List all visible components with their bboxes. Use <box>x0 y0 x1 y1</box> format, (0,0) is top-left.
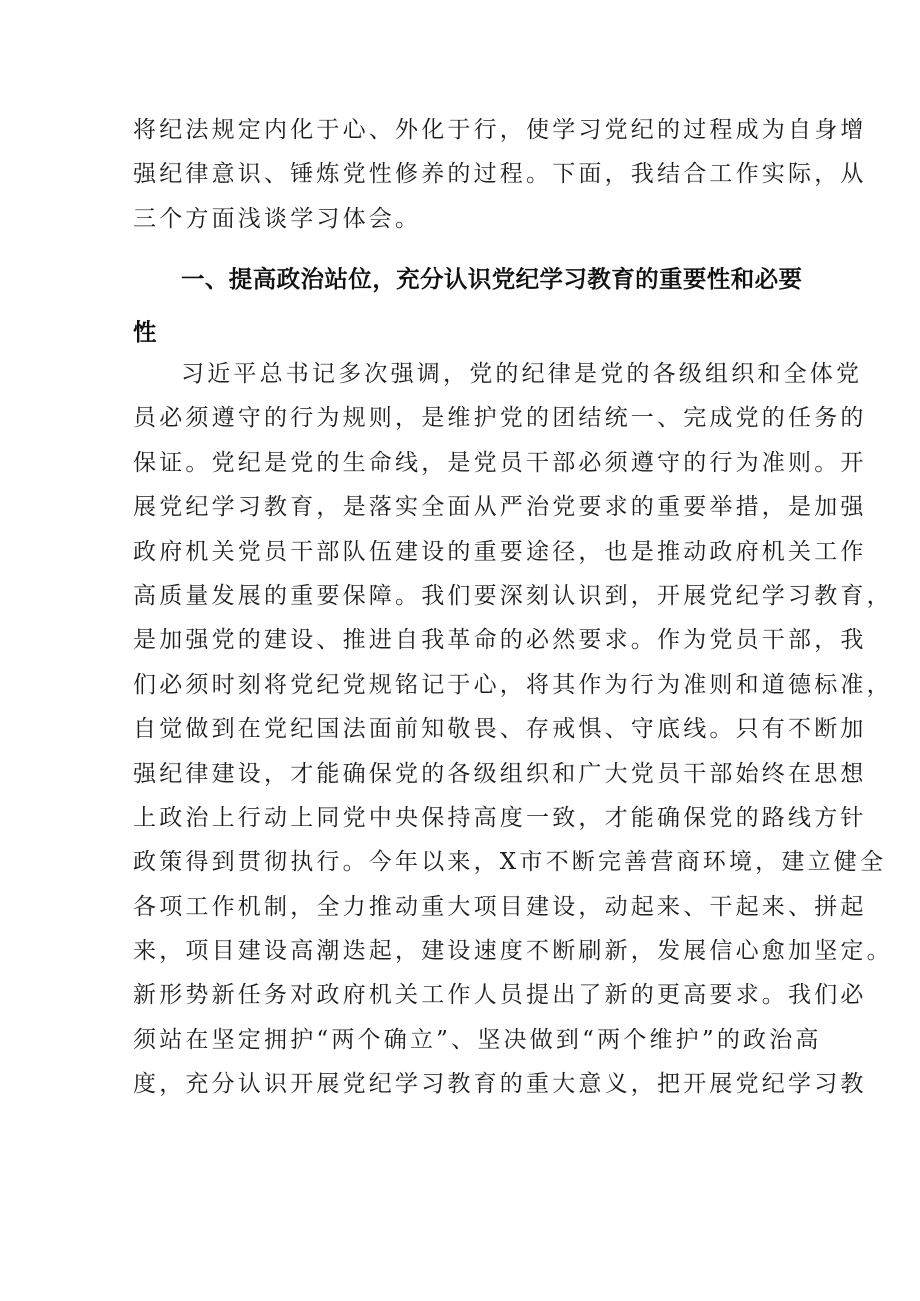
body-line: 来，项目建设高潮迭起，建设速度不断刷新，发展信心愈加坚定。 <box>133 938 893 965</box>
body-line: 习近平总书记多次强调，党的纪律是党的各级组织和全体党 <box>181 361 863 387</box>
intro-line: 将纪法规定内化于心、外化于行，使学习党纪的过程成为自身增 <box>133 117 867 143</box>
section-heading-line: 性 <box>133 318 157 346</box>
intro-line: 三个方面浅谈学习体会。 <box>133 205 422 232</box>
body-line: 员必须遵守的行为规则，是维护党的团结统一、完成党的任务的 <box>133 405 867 432</box>
body-line: 须站在坚定拥护“两个确立”、坚决做到“两个维护”的政治高 <box>133 1026 822 1053</box>
body-line: 是加强党的建设、推进自我革命的必然要求。作为党员干部，我 <box>133 627 867 654</box>
body-line: 度，充分认识开展党纪学习教育的重大意义，把开展党纪学习教 <box>133 1071 867 1098</box>
body-line: 展党纪学习教育，是落实全面从严治党要求的重要举措，是加强 <box>133 494 867 521</box>
section-heading <box>133 253 813 359</box>
intro-paragraph <box>133 108 867 241</box>
body-line: 强纪律建设，才能确保党的各级组织和广大党员干部始终在思想 <box>133 760 867 787</box>
intro-line: 强纪律意识、锤炼党性修养的过程。下面，我结合工作实际，从 <box>133 161 867 188</box>
body-line: 保证。党纪是党的生命线，是党员干部必须遵守的行为准则。开 <box>133 449 867 476</box>
body-line: 新形势新任务对政府机关工作人员提出了新的更高要求。我们必 <box>133 982 867 1009</box>
body-line: 政府机关党员干部队伍建设的重要途径，也是推动政府机关工作 <box>133 538 867 565</box>
body-paragraph <box>133 352 893 1107</box>
body-line: 自觉做到在党纪国法面前知敬畏、存戒惧、守底线。只有不断加 <box>133 716 867 743</box>
body-line: 高质量发展的重要保障。我们要深刻认识到，开展党纪学习教育， <box>133 582 893 609</box>
section-heading-line: 一、提高政治站位，充分认识党纪学习教育的重要性和必要 <box>181 265 803 293</box>
body-line: 各项工作机制，全力推动重大项目建设，动起来、干起来、拼起 <box>133 893 867 920</box>
body-line: 政策得到贯彻执行。今年以来，X市不断完善营商环境，建立健全 <box>133 849 887 876</box>
body-line: 们必须时刻将党纪党规铭记于心，将其作为行为准则和道德标准， <box>133 671 893 698</box>
body-line: 上政治上行动上同党中央保持高度一致，才能确保党的路线方针 <box>133 804 867 831</box>
